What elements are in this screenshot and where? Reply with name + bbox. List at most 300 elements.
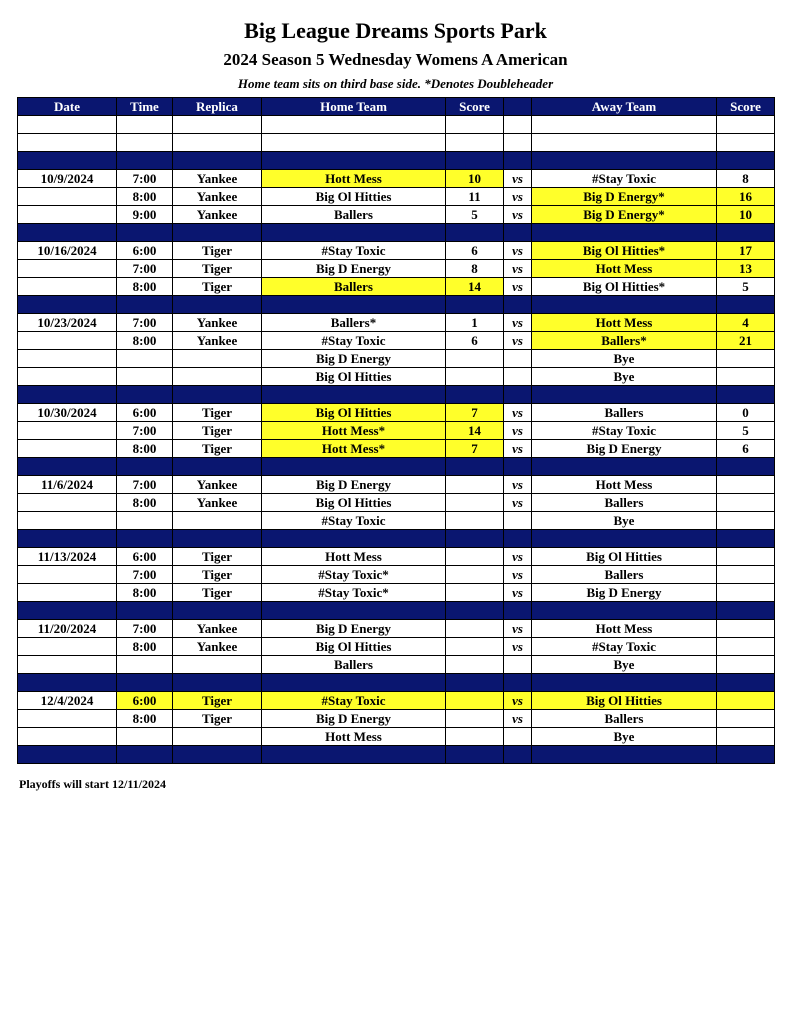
date-cell <box>18 512 117 530</box>
away-score-cell <box>717 512 775 530</box>
schedule-note: Home team sits on third base side. *Denotes Doubleheader <box>237 76 554 91</box>
away-score-cell <box>717 350 775 368</box>
time-cell: 6:00 <box>117 404 173 422</box>
week-separator-row <box>18 458 775 476</box>
time-cell <box>117 134 173 152</box>
vs-cell: vs <box>504 278 532 296</box>
home-score-cell: 5 <box>446 206 504 224</box>
away-score-cell <box>717 134 775 152</box>
header-away-score: Score <box>717 98 775 116</box>
home-score-cell <box>446 674 504 692</box>
replica-cell <box>173 134 262 152</box>
replica-cell <box>173 746 262 764</box>
vs-cell <box>504 152 532 170</box>
vs-cell <box>504 134 532 152</box>
replica-cell: Tiger <box>173 548 262 566</box>
home-score-cell <box>446 512 504 530</box>
table-row <box>18 242 775 260</box>
replica-cell <box>173 152 262 170</box>
table-header-row <box>18 98 775 116</box>
home-team-cell <box>262 674 446 692</box>
away-team-cell: Big Ol Hitties <box>532 692 717 710</box>
vs-cell <box>504 746 532 764</box>
home-team-cell: Big Ol Hitties <box>262 494 446 512</box>
away-score-cell <box>717 548 775 566</box>
home-score-cell <box>446 602 504 620</box>
date-cell <box>18 602 117 620</box>
date-cell <box>18 674 117 692</box>
away-team-cell <box>532 152 717 170</box>
time-cell: 8:00 <box>117 638 173 656</box>
away-team-cell <box>532 224 717 242</box>
time-cell <box>117 746 173 764</box>
away-team-cell: Bye <box>532 368 717 386</box>
home-score-cell <box>446 458 504 476</box>
table-row <box>18 368 775 386</box>
home-team-cell: Hott Mess* <box>262 422 446 440</box>
time-cell: 8:00 <box>117 710 173 728</box>
date-cell <box>18 152 117 170</box>
home-team-cell: Hott Mess <box>262 728 446 746</box>
home-score-cell: 7 <box>446 440 504 458</box>
home-team-cell: Big Ol Hitties <box>262 368 446 386</box>
vs-cell: vs <box>504 242 532 260</box>
table-row <box>18 638 775 656</box>
home-team-cell: Big Ol Hitties <box>262 638 446 656</box>
vs-cell: vs <box>504 422 532 440</box>
home-score-cell: 14 <box>446 278 504 296</box>
away-team-cell: #Stay Toxic <box>532 170 717 188</box>
away-team-cell: Bye <box>532 512 717 530</box>
home-team-cell: Big D Energy <box>262 260 446 278</box>
header-home-team: Home Team <box>262 98 446 116</box>
table-row <box>18 440 775 458</box>
week-separator-row <box>18 152 775 170</box>
date-cell: 10/16/2024 <box>18 242 117 260</box>
header-replica: Replica <box>173 98 262 116</box>
away-team-cell: Big Ol Hitties* <box>532 242 717 260</box>
vs-cell: vs <box>504 440 532 458</box>
home-team-cell <box>262 224 446 242</box>
away-score-cell <box>717 494 775 512</box>
away-score-cell <box>717 296 775 314</box>
header-date: Date <box>18 98 117 116</box>
away-team-cell <box>532 116 717 134</box>
replica-cell <box>173 728 262 746</box>
table-row <box>18 548 775 566</box>
replica-cell: Yankee <box>173 332 262 350</box>
home-score-cell <box>446 386 504 404</box>
away-score-cell <box>717 458 775 476</box>
date-cell <box>18 494 117 512</box>
vs-cell: vs <box>504 638 532 656</box>
replica-cell: Tiger <box>173 422 262 440</box>
time-cell: 7:00 <box>117 170 173 188</box>
time-cell: 8:00 <box>117 494 173 512</box>
date-cell <box>18 260 117 278</box>
table-row <box>18 566 775 584</box>
date-cell <box>18 296 117 314</box>
home-team-cell <box>262 134 446 152</box>
vs-cell: vs <box>504 188 532 206</box>
replica-cell <box>173 458 262 476</box>
replica-cell: Tiger <box>173 404 262 422</box>
vs-cell <box>504 656 532 674</box>
date-cell <box>18 278 117 296</box>
schedule-table <box>17 97 775 764</box>
home-score-cell <box>446 116 504 134</box>
away-score-cell <box>717 566 775 584</box>
table-row <box>18 314 775 332</box>
time-cell <box>117 350 173 368</box>
date-cell <box>18 440 117 458</box>
replica-cell <box>173 656 262 674</box>
away-team-cell: Bye <box>532 728 717 746</box>
time-cell: 7:00 <box>117 620 173 638</box>
home-team-cell: Hott Mess <box>262 170 446 188</box>
away-score-cell: 10 <box>717 206 775 224</box>
table-row <box>18 584 775 602</box>
replica-cell: Yankee <box>173 206 262 224</box>
away-team-cell: Bye <box>532 656 717 674</box>
table-row <box>18 494 775 512</box>
table-row <box>18 170 775 188</box>
away-score-cell <box>717 224 775 242</box>
replica-cell: Yankee <box>173 620 262 638</box>
replica-cell: Yankee <box>173 638 262 656</box>
time-cell: 8:00 <box>117 188 173 206</box>
header-time: Time <box>117 98 173 116</box>
vs-cell: vs <box>504 206 532 224</box>
week-separator-row <box>18 386 775 404</box>
away-score-cell: 16 <box>717 188 775 206</box>
home-team-cell: Hott Mess <box>262 548 446 566</box>
header-vs <box>504 98 532 116</box>
home-score-cell <box>446 350 504 368</box>
time-cell <box>117 296 173 314</box>
replica-cell: Tiger <box>173 566 262 584</box>
home-team-cell <box>262 386 446 404</box>
replica-cell: Tiger <box>173 278 262 296</box>
time-cell: 8:00 <box>117 278 173 296</box>
date-cell: 11/20/2024 <box>18 620 117 638</box>
time-cell <box>117 224 173 242</box>
away-score-cell <box>717 368 775 386</box>
table-row <box>18 728 775 746</box>
home-score-cell <box>446 566 504 584</box>
home-score-cell: 14 <box>446 422 504 440</box>
away-score-cell: 5 <box>717 422 775 440</box>
replica-cell <box>173 530 262 548</box>
date-cell: 10/30/2024 <box>18 404 117 422</box>
date-cell <box>18 134 117 152</box>
away-score-cell: 0 <box>717 404 775 422</box>
vs-cell: vs <box>504 692 532 710</box>
time-cell: 8:00 <box>117 332 173 350</box>
vs-cell <box>504 458 532 476</box>
home-score-cell: 10 <box>446 170 504 188</box>
date-cell: 12/4/2024 <box>18 692 117 710</box>
playoffs-note: Playoffs will start 12/11/2024 <box>19 777 166 791</box>
away-team-cell <box>532 530 717 548</box>
vs-cell <box>504 224 532 242</box>
time-cell <box>117 674 173 692</box>
vs-cell: vs <box>504 710 532 728</box>
time-cell <box>117 368 173 386</box>
home-score-cell: 11 <box>446 188 504 206</box>
replica-cell <box>173 116 262 134</box>
date-cell <box>18 350 117 368</box>
vs-cell <box>504 674 532 692</box>
away-score-cell: 8 <box>717 170 775 188</box>
away-team-cell: Big Ol Hitties <box>532 548 717 566</box>
home-team-cell: Big Ol Hitties <box>262 404 446 422</box>
table-row <box>18 692 775 710</box>
vs-cell <box>504 368 532 386</box>
home-score-cell <box>446 692 504 710</box>
time-cell: 7:00 <box>117 314 173 332</box>
away-team-cell: Hott Mess <box>532 260 717 278</box>
away-score-cell <box>717 602 775 620</box>
table-row <box>18 332 775 350</box>
away-score-cell: 6 <box>717 440 775 458</box>
time-cell <box>117 602 173 620</box>
vs-cell <box>504 350 532 368</box>
away-team-cell: Ballers <box>532 710 717 728</box>
home-score-cell <box>446 476 504 494</box>
away-team-cell: Big D Energy* <box>532 188 717 206</box>
replica-cell: Tiger <box>173 584 262 602</box>
home-score-cell: 7 <box>446 404 504 422</box>
home-team-cell: #Stay Toxic* <box>262 566 446 584</box>
week-separator-row <box>18 530 775 548</box>
home-score-cell <box>446 656 504 674</box>
home-team-cell <box>262 152 446 170</box>
home-score-cell <box>446 494 504 512</box>
replica-cell: Tiger <box>173 692 262 710</box>
week-separator-row <box>18 746 775 764</box>
table-row <box>18 476 775 494</box>
away-score-cell <box>717 728 775 746</box>
home-score-cell <box>446 134 504 152</box>
date-cell <box>18 710 117 728</box>
page-title: Big League Dreams Sports Park <box>244 18 547 43</box>
away-score-cell <box>717 116 775 134</box>
home-team-cell: Big D Energy <box>262 476 446 494</box>
away-score-cell <box>717 674 775 692</box>
home-team-cell: #Stay Toxic* <box>262 584 446 602</box>
away-team-cell: Hott Mess <box>532 476 717 494</box>
vs-cell: vs <box>504 548 532 566</box>
away-score-cell: 17 <box>717 242 775 260</box>
date-cell <box>18 656 117 674</box>
away-team-cell <box>532 134 717 152</box>
home-team-cell: Big D Energy <box>262 350 446 368</box>
home-score-cell <box>446 620 504 638</box>
away-team-cell <box>532 674 717 692</box>
time-cell: 8:00 <box>117 584 173 602</box>
home-team-cell <box>262 116 446 134</box>
away-score-cell <box>717 386 775 404</box>
away-team-cell: Ballers <box>532 494 717 512</box>
away-team-cell <box>532 296 717 314</box>
replica-cell: Tiger <box>173 440 262 458</box>
time-cell <box>117 386 173 404</box>
table-row <box>18 260 775 278</box>
away-team-cell: Big D Energy* <box>532 206 717 224</box>
away-team-cell <box>532 602 717 620</box>
home-score-cell <box>446 728 504 746</box>
away-team-cell: Ballers* <box>532 332 717 350</box>
time-cell <box>117 458 173 476</box>
away-score-cell: 21 <box>717 332 775 350</box>
date-cell <box>18 188 117 206</box>
home-team-cell <box>262 458 446 476</box>
away-score-cell <box>717 530 775 548</box>
away-score-cell <box>717 152 775 170</box>
date-cell <box>18 332 117 350</box>
header-away-team: Away Team <box>532 98 717 116</box>
away-score-cell: 5 <box>717 278 775 296</box>
blank-row <box>18 134 775 152</box>
home-score-cell <box>446 710 504 728</box>
away-score-cell <box>717 620 775 638</box>
away-score-cell <box>717 476 775 494</box>
replica-cell <box>173 296 262 314</box>
table-row <box>18 710 775 728</box>
home-team-cell: Ballers <box>262 278 446 296</box>
date-cell: 10/9/2024 <box>18 170 117 188</box>
home-team-cell <box>262 296 446 314</box>
vs-cell: vs <box>504 620 532 638</box>
week-separator-row <box>18 296 775 314</box>
away-score-cell <box>717 710 775 728</box>
date-cell <box>18 458 117 476</box>
home-score-cell <box>446 548 504 566</box>
away-team-cell: Hott Mess <box>532 620 717 638</box>
replica-cell <box>173 224 262 242</box>
replica-cell <box>173 386 262 404</box>
replica-cell: Tiger <box>173 242 262 260</box>
time-cell: 7:00 <box>117 566 173 584</box>
home-score-cell <box>446 152 504 170</box>
away-team-cell: Big D Energy <box>532 584 717 602</box>
table-row <box>18 656 775 674</box>
table-row <box>18 206 775 224</box>
week-separator-row <box>18 602 775 620</box>
vs-cell: vs <box>504 566 532 584</box>
time-cell: 6:00 <box>117 548 173 566</box>
table-row <box>18 404 775 422</box>
home-team-cell: #Stay Toxic <box>262 512 446 530</box>
away-team-cell: Bye <box>532 350 717 368</box>
table-row <box>18 350 775 368</box>
date-cell <box>18 584 117 602</box>
vs-cell <box>504 530 532 548</box>
home-score-cell <box>446 746 504 764</box>
time-cell: 6:00 <box>117 692 173 710</box>
date-cell <box>18 566 117 584</box>
away-team-cell: Big Ol Hitties* <box>532 278 717 296</box>
home-score-cell: 1 <box>446 314 504 332</box>
home-team-cell: Big D Energy <box>262 620 446 638</box>
replica-cell <box>173 602 262 620</box>
week-separator-row <box>18 224 775 242</box>
home-team-cell: Ballers* <box>262 314 446 332</box>
away-score-cell <box>717 656 775 674</box>
date-cell: 11/6/2024 <box>18 476 117 494</box>
date-cell <box>18 368 117 386</box>
home-team-cell: #Stay Toxic <box>262 332 446 350</box>
date-cell <box>18 728 117 746</box>
replica-cell <box>173 674 262 692</box>
vs-cell: vs <box>504 314 532 332</box>
time-cell: 7:00 <box>117 476 173 494</box>
date-cell <box>18 206 117 224</box>
away-team-cell <box>532 458 717 476</box>
week-separator-row <box>18 674 775 692</box>
away-team-cell: #Stay Toxic <box>532 638 717 656</box>
date-cell: 11/13/2024 <box>18 548 117 566</box>
home-score-cell: 6 <box>446 332 504 350</box>
table-row <box>18 422 775 440</box>
away-team-cell: Ballers <box>532 404 717 422</box>
time-cell <box>117 152 173 170</box>
table-row <box>18 620 775 638</box>
away-team-cell: Big D Energy <box>532 440 717 458</box>
home-score-cell <box>446 296 504 314</box>
away-team-cell <box>532 386 717 404</box>
home-team-cell: Hott Mess* <box>262 440 446 458</box>
date-cell <box>18 116 117 134</box>
vs-cell <box>504 116 532 134</box>
away-team-cell: #Stay Toxic <box>532 422 717 440</box>
home-score-cell <box>446 368 504 386</box>
away-score-cell <box>717 584 775 602</box>
vs-cell <box>504 296 532 314</box>
vs-cell: vs <box>504 584 532 602</box>
vs-cell: vs <box>504 494 532 512</box>
date-cell <box>18 746 117 764</box>
time-cell <box>117 530 173 548</box>
away-team-cell <box>532 746 717 764</box>
date-cell <box>18 638 117 656</box>
time-cell: 7:00 <box>117 422 173 440</box>
replica-cell: Yankee <box>173 494 262 512</box>
home-score-cell <box>446 530 504 548</box>
date-cell <box>18 530 117 548</box>
replica-cell: Tiger <box>173 710 262 728</box>
date-cell: 10/23/2024 <box>18 314 117 332</box>
blank-row <box>18 116 775 134</box>
table-row <box>18 512 775 530</box>
replica-cell: Yankee <box>173 188 262 206</box>
away-team-cell: Hott Mess <box>532 314 717 332</box>
date-cell <box>18 386 117 404</box>
away-score-cell <box>717 638 775 656</box>
home-score-cell <box>446 224 504 242</box>
away-score-cell: 13 <box>717 260 775 278</box>
home-team-cell: #Stay Toxic <box>262 692 446 710</box>
vs-cell <box>504 728 532 746</box>
time-cell: 9:00 <box>117 206 173 224</box>
away-team-cell: Ballers <box>532 566 717 584</box>
time-cell: 6:00 <box>117 242 173 260</box>
home-team-cell: #Stay Toxic <box>262 242 446 260</box>
time-cell <box>117 728 173 746</box>
home-team-cell <box>262 602 446 620</box>
time-cell <box>117 116 173 134</box>
